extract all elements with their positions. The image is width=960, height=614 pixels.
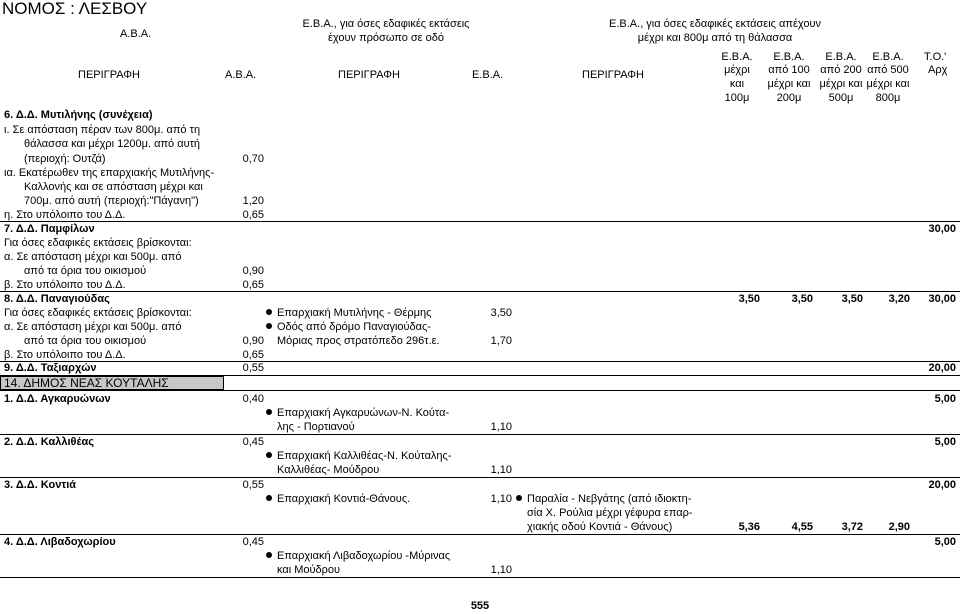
- subcol-200-500-l2: από 200: [820, 64, 862, 76]
- to-value: 5,00: [934, 436, 956, 448]
- row-divider: [0, 534, 960, 535]
- aba-value: 1,20: [242, 195, 264, 207]
- sea-value-200: 3,50: [791, 293, 813, 305]
- page-number: 555: [470, 600, 490, 612]
- eba-road-header-2: έχουν πρόσωπο σε οδό: [328, 32, 444, 44]
- row-dd-panagioudas: 8. Δ.Δ. Παναγιούδας: [4, 293, 110, 305]
- row-text: από τα όρια του οικισμού: [24, 335, 147, 347]
- aba-value: 0,90: [242, 335, 264, 347]
- to-value: 30,00: [928, 223, 956, 235]
- row-divider: [0, 361, 960, 362]
- row-divider: [0, 221, 960, 222]
- sea-value-800: 3,20: [888, 293, 910, 305]
- eba-road-header-1: Ε.Β.Α., για όσες εδαφικές εκτάσεις: [302, 18, 470, 30]
- row-dd-agkaryonon: 1. Δ.Δ. Αγκαρυώνων: [4, 393, 111, 405]
- road-item: Οδός από δρόμο Παναγιούδας-: [266, 321, 431, 334]
- row-text: ι. Σε απόσταση πέραν των 800μ. από τη: [4, 124, 201, 136]
- to-value: 5,00: [934, 393, 956, 405]
- row-dd-kontia: 3. Δ.Δ. Κοντιά: [4, 479, 77, 491]
- row-text: β. Στο υπόλοιπο του Δ.Δ.: [4, 349, 126, 361]
- col-description-3: ΠΕΡΙΓΡΑΦΗ: [582, 69, 644, 81]
- subcol-500-800-l4: 800μ: [875, 92, 901, 104]
- to-value: 20,00: [928, 479, 956, 491]
- subcol-0-100-l2: μέχρι: [724, 64, 750, 76]
- aba-value: 0,65: [242, 209, 264, 221]
- aba-value: 0,45: [242, 436, 264, 448]
- to-value: 20,00: [928, 362, 956, 374]
- row-text: (περιοχή: Ουτζά): [24, 153, 106, 165]
- road-item-cont: λης - Πορτιανού: [277, 421, 355, 433]
- row-text: Καλλονής και σε απόσταση μέχρι και: [24, 181, 203, 193]
- aba-value: 0,45: [242, 536, 264, 548]
- row-text: α. Σε απόσταση μέχρι και 500μ. από: [4, 251, 182, 263]
- row-dd-livadochoriou: 4. Δ.Δ. Λιβαδοχωρίου: [4, 536, 116, 548]
- to-value: 30,00: [928, 293, 956, 305]
- col-to-l1: Τ.Ο.': [924, 51, 947, 63]
- row-text: από τα όρια του οικισμού: [24, 265, 147, 277]
- row-dd-mytilinis: 6. Δ.Δ. Μυτιλήνης (συνέχεια): [4, 109, 153, 121]
- col-description-2: ΠΕΡΙΓΡΑΦΗ: [338, 69, 400, 81]
- col-aba: Α.Β.Α.: [225, 69, 257, 81]
- eba-value: 3,50: [490, 307, 512, 319]
- prefecture-title: ΝΟΜΟΣ : ΛΕΣΒΟΥ: [2, 0, 148, 18]
- subcol-0-100-l3: και: [729, 78, 745, 90]
- road-item-cont: Μόριας προς στρατόπεδο 296τ.ε.: [277, 335, 440, 347]
- col-description-1: ΠΕΡΙΓΡΑΦΗ: [78, 69, 140, 81]
- row-dd-kallitheas: 2. Δ.Δ. Καλλιθέας: [4, 436, 94, 448]
- sea-value-500: 3,50: [841, 293, 863, 305]
- aba-header-top: Α.Β.Α.: [120, 28, 152, 40]
- aba-value: 0,55: [242, 362, 264, 374]
- road-item: Επαρχιακή Καλλιθέας-Ν. Κούταλης-: [266, 450, 452, 463]
- sea-item-cont: σία Χ. Ρούλια μέχρι γέφυρα επαρ-: [527, 507, 693, 519]
- eba-sea-header-1: Ε.Β.Α., για όσες εδαφικές εκτάσεις απέχουν: [609, 18, 821, 30]
- road-item: Επαρχιακή Μυτιλήνης - Θέρμης: [266, 307, 431, 320]
- row-text: ια. Εκατέρωθεν της επαρχιακής Μυτιλήνης-: [4, 167, 215, 179]
- row-dd-taxiarchon: 9. Δ.Δ. Ταξιαρχών: [4, 362, 97, 374]
- subcol-200-500-l3: μέχρι και: [819, 78, 863, 90]
- road-item: Επαρχιακή Λιβαδοχωρίου -Μύρινας: [266, 550, 450, 563]
- sea-item: Παραλία - Νεβγάτης (από ιδιοκτη-: [516, 493, 691, 506]
- row-divider: [0, 291, 960, 292]
- subcol-100-200-l3: μέχρι και: [767, 78, 811, 90]
- row-text: β. Στο υπόλοιπο του Δ.Δ.: [4, 279, 126, 291]
- road-item-cont: και Μούδρου: [277, 564, 341, 576]
- sea-value-500: 3,72: [841, 521, 863, 533]
- subcol-500-800-l3: μέχρι και: [866, 78, 910, 90]
- subcol-500-800-l1: Ε.Β.Α.: [872, 51, 904, 63]
- subcol-0-100-l4: 100μ: [724, 92, 750, 104]
- row-text: Για όσες εδαφικές εκτάσεις βρίσκονται:: [4, 237, 192, 249]
- road-item-cont: Καλλιθέας- Μούδρου: [277, 464, 380, 476]
- row-dd-pamfilon: 7. Δ.Δ. Παμφίλων: [4, 223, 95, 235]
- row-text: η. Στο υπόλοιπο του Δ.Δ.: [4, 209, 126, 221]
- row-text: θάλασσα και μέχρι 1200μ. από αυτή: [24, 138, 201, 150]
- eba-value: 1,10: [490, 493, 512, 505]
- aba-value: 0,65: [242, 279, 264, 291]
- eba-value: 1,10: [490, 464, 512, 476]
- road-item: Επαρχιακή Αγκαρυώνων-Ν. Κούτα-: [266, 407, 449, 420]
- aba-value: 0,40: [242, 393, 264, 405]
- row-text: 700μ. από αυτή (περιοχή:"Πάγανη"): [24, 195, 199, 207]
- eba-sea-header-2: μέχρι και 800μ από τη θάλασσα: [637, 32, 793, 44]
- subcol-200-500-l4: 500μ: [828, 92, 854, 104]
- section-title: 14. ΔΗΜΟΣ ΝΕΑΣ ΚΟΥΤΑΛΗΣ: [4, 376, 169, 390]
- col-to-l2: Αρχ: [928, 64, 948, 76]
- subcol-100-200-l1: Ε.Β.Α.: [773, 51, 805, 63]
- subcol-100-200-l2: από 100: [768, 64, 810, 76]
- row-text: α. Σε απόσταση μέχρι και 500μ. από: [4, 321, 182, 333]
- eba-value: 1,10: [490, 564, 512, 576]
- to-value: 5,00: [934, 536, 956, 548]
- aba-value: 0,55: [242, 479, 264, 491]
- aba-value: 0,65: [242, 349, 264, 361]
- row-divider: [0, 577, 960, 578]
- col-eba: Ε.Β.Α.: [472, 69, 504, 81]
- aba-value: 0,90: [242, 265, 264, 277]
- sea-value-100: 5,36: [738, 521, 760, 533]
- row-divider: [0, 477, 960, 478]
- subcol-200-500-l1: Ε.Β.Α.: [825, 51, 857, 63]
- subcol-0-100-l1: Ε.Β.Α.: [721, 51, 753, 63]
- sea-value-100: 3,50: [738, 293, 760, 305]
- row-divider: [0, 390, 960, 391]
- sea-value-800: 2,90: [888, 521, 910, 533]
- eba-value: 1,70: [490, 335, 512, 347]
- row-divider: [0, 434, 960, 435]
- subcol-100-200-l4: 200μ: [776, 92, 802, 104]
- sea-item-cont: χιακής οδού Κοντιά - Θάνους): [527, 521, 673, 533]
- sea-value-200: 4,55: [791, 521, 813, 533]
- row-text: Για όσες εδαφικές εκτάσεις βρίσκονται:: [4, 307, 192, 319]
- road-item: Επαρχιακή Κοντιά-Θάνους.: [266, 493, 410, 506]
- eba-value: 1,10: [490, 421, 512, 433]
- subcol-500-800-l2: από 500: [867, 64, 909, 76]
- aba-value: 0,70: [242, 153, 264, 165]
